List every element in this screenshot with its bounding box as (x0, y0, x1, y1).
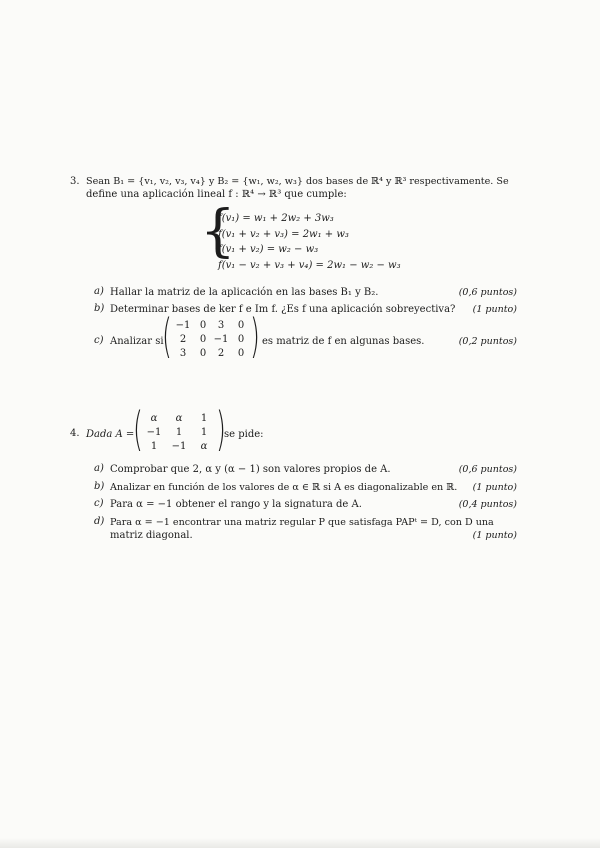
matrix-cell: 0 (199, 348, 207, 359)
equation-4: f(v₁ − v₂ + v₃ + v₄) = 2w₁ − w₂ − w₃ (218, 260, 401, 271)
part-3c-text-before: Analizar si (110, 336, 164, 347)
matrix-cell: 1 (200, 413, 208, 424)
part-4b-points: (1 punto) (472, 482, 517, 493)
matrix-3-left-paren: ( (162, 309, 172, 363)
part-4d-text-line2: matriz diagonal. (110, 530, 193, 541)
part-3c-label: c) (94, 335, 104, 346)
matrix-cell: 1 (175, 427, 183, 438)
problem-3-number: 3. (70, 176, 80, 187)
equation-1: f(v₁) = w₁ + 2w₂ + 3w₃ (218, 213, 334, 224)
scan-edge (0, 838, 600, 848)
matrix-cell: 0 (199, 334, 207, 345)
problem-4-intro-after: se pide: (224, 429, 264, 440)
part-4d-text: Para α = −1 encontrar una matriz regular P que satisfaga PAPᵗ = D, con D una (110, 517, 494, 528)
equation-3: f(v₁ + v₂) = w₂ − w₃ (218, 244, 319, 255)
matrix-cell: 1 (150, 441, 158, 452)
part-4c-label: c) (94, 498, 104, 509)
matrix-cell: 3 (179, 348, 187, 359)
part-4c-text: Para α = −1 obtener el rango y la signatura de A. (110, 499, 362, 510)
part-3b-text: Determinar bases de ker f e Im f. ¿Es f una aplicación sobreyectiva? (110, 304, 456, 315)
matrix-cell: −1 (213, 334, 229, 345)
matrix-cell: −1 (171, 441, 187, 452)
matrix-cell: 0 (237, 348, 245, 359)
matrix-4-left-paren: ( (133, 402, 143, 456)
part-4b-text: Analizar en función de los valores de α ∈ ℝ si A es diagonalizable en ℝ. (110, 482, 458, 493)
matrix-cell: α (175, 413, 183, 424)
matrix-cell: α (200, 441, 208, 452)
matrix-cell: 2 (217, 348, 225, 359)
part-4c-points: (0,4 puntos) (458, 499, 517, 510)
equation-2: f(v₁ + v₂ + v₃) = 2w₁ + w₃ (218, 229, 349, 240)
matrix-4-right-paren: ) (216, 402, 226, 456)
part-4a-points: (0,6 puntos) (458, 464, 517, 475)
part-4a-text: Comprobar que 2, α y (α − 1) son valores propios de A. (110, 464, 391, 475)
problem-3-intro-line2: define una aplicación lineal f : ℝ⁴ → ℝ³ que cumple: (86, 189, 347, 200)
part-3b-label: b) (94, 303, 105, 314)
matrix-cell: α (150, 413, 158, 424)
part-4d-label: d) (94, 516, 105, 527)
part-4a-label: a) (94, 463, 104, 474)
part-3a-label: a) (94, 286, 104, 297)
matrix-cell: 3 (217, 320, 225, 331)
part-4d-points: (1 punto) (472, 530, 517, 541)
part-3c-text-after: es matriz de f en algunas bases. (262, 336, 425, 347)
matrix-cell: 0 (237, 334, 245, 345)
matrix-cell: 0 (237, 320, 245, 331)
problem-3-intro-line1: Sean B₁ = {v₁, v₂, v₃, v₄} y B₂ = {w₁, w₂, w₃} dos bases de ℝ⁴ y ℝ³ respectivamente. Se (86, 176, 509, 187)
part-3b-points: (1 punto) (472, 304, 517, 315)
matrix-cell: −1 (175, 320, 191, 331)
matrix-cell: −1 (146, 427, 162, 438)
problem-4-intro-before: Dada A = (86, 429, 135, 440)
part-3c-points: (0,2 puntos) (458, 336, 517, 347)
part-3a-points: (0,6 puntos) (458, 287, 517, 298)
matrix-cell: 0 (199, 320, 207, 331)
part-4b-label: b) (94, 481, 105, 492)
matrix-3-right-paren: ) (250, 309, 260, 363)
matrix-cell: 2 (179, 334, 187, 345)
system-brace: { (200, 199, 236, 264)
problem-4-number: 4. (70, 428, 80, 439)
matrix-cell: 1 (200, 427, 208, 438)
part-3a-text: Hallar la matriz de la aplicación en las bases B₁ y B₂. (110, 287, 379, 298)
